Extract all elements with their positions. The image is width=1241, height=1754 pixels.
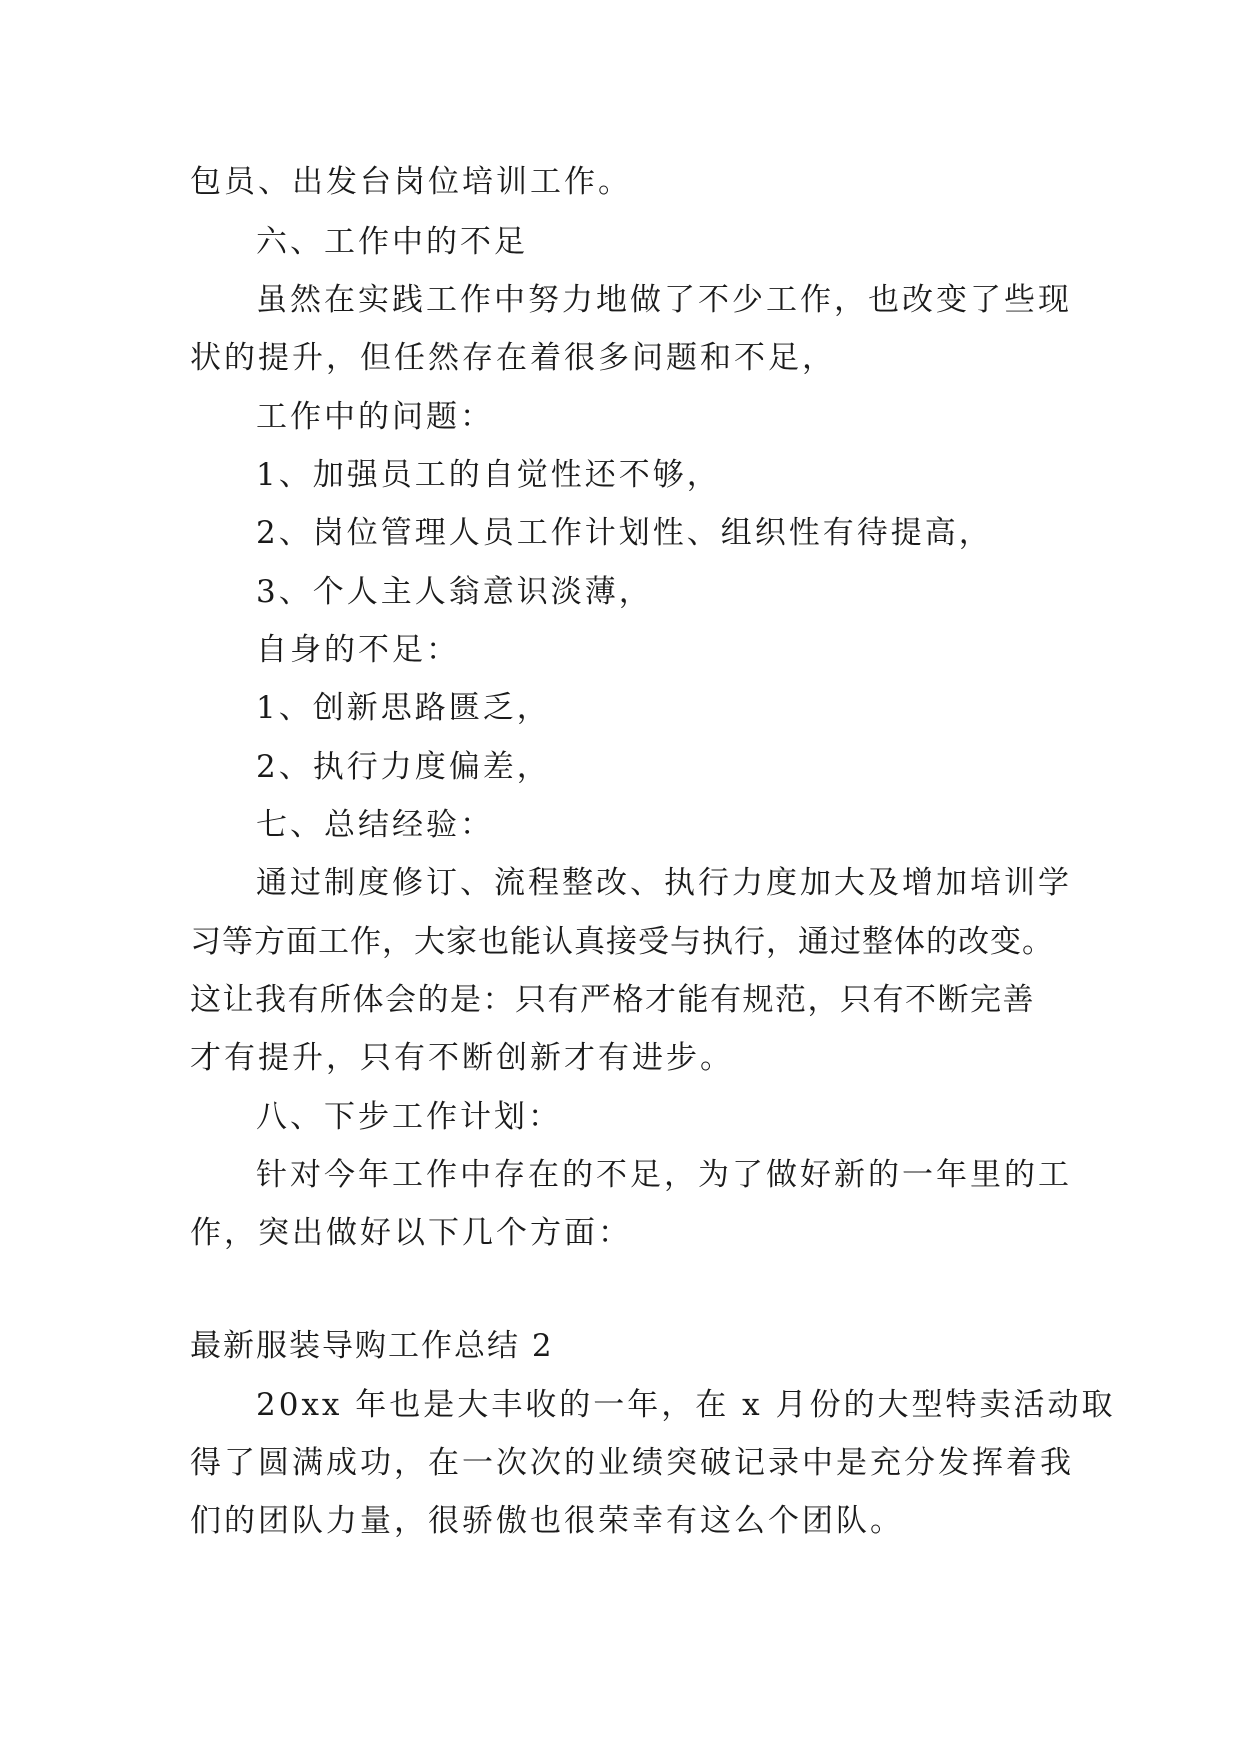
paragraph-line: 得了圆满成功，在一次次的业绩突破记录中是充分发挥着我 xyxy=(190,1445,1074,1481)
paragraph-line: 针对今年工作中存在的不足，为了做好新的一年里的工 xyxy=(256,1157,1072,1193)
list-item: 2、执行力度偏差， xyxy=(256,749,551,785)
section-heading-shortcomings: 六、工作中的不足 xyxy=(256,224,528,260)
paragraph-line: 才有提升，只有不断创新才有进步。 xyxy=(190,1040,734,1076)
section-heading-experience: 七、总结经验： xyxy=(256,807,494,843)
section-heading-next-steps: 八、下步工作计划： xyxy=(256,1099,562,1135)
subheading-work-problems: 工作中的问题： xyxy=(256,399,494,435)
paragraph-line: 作，突出做好以下几个方面： xyxy=(190,1215,632,1251)
paragraph-line: 包员、出发台岗位培训工作。 xyxy=(190,164,632,200)
list-item: 1、加强员工的自觉性还不够， xyxy=(256,457,721,493)
paragraph-line: 们的团队力量，很骄傲也很荣幸有这么个团队。 xyxy=(190,1503,904,1539)
list-item: 3、个人主人翁意识淡薄， xyxy=(256,574,653,610)
document-section-title: 最新服装导购工作总结 2 xyxy=(190,1328,554,1364)
paragraph-line: 状的提升，但任然存在着很多问题和不足， xyxy=(190,340,836,376)
paragraph-line: 20xx 年也是大丰收的一年，在 x 月份的大型特卖活动取 xyxy=(256,1387,1116,1423)
paragraph-line: 虽然在实践工作中努力地做了不少工作，也改变了些现 xyxy=(256,282,1072,318)
list-item: 1、创新思路匮乏， xyxy=(256,690,551,726)
paragraph-line: 习等方面工作，大家也能认真接受与执行，通过整体的改变。 xyxy=(190,924,1054,960)
list-item: 2、岗位管理人员工作计划性、组织性有待提高， xyxy=(256,515,993,551)
subheading-self-shortcomings: 自身的不足： xyxy=(256,632,460,668)
paragraph-line: 通过制度修订、流程整改、执行力度加大及增加培训学 xyxy=(256,865,1072,901)
paragraph-line: 这让我有所体会的是：只有严格才能有规范，只有不断完善 xyxy=(190,982,1035,1018)
